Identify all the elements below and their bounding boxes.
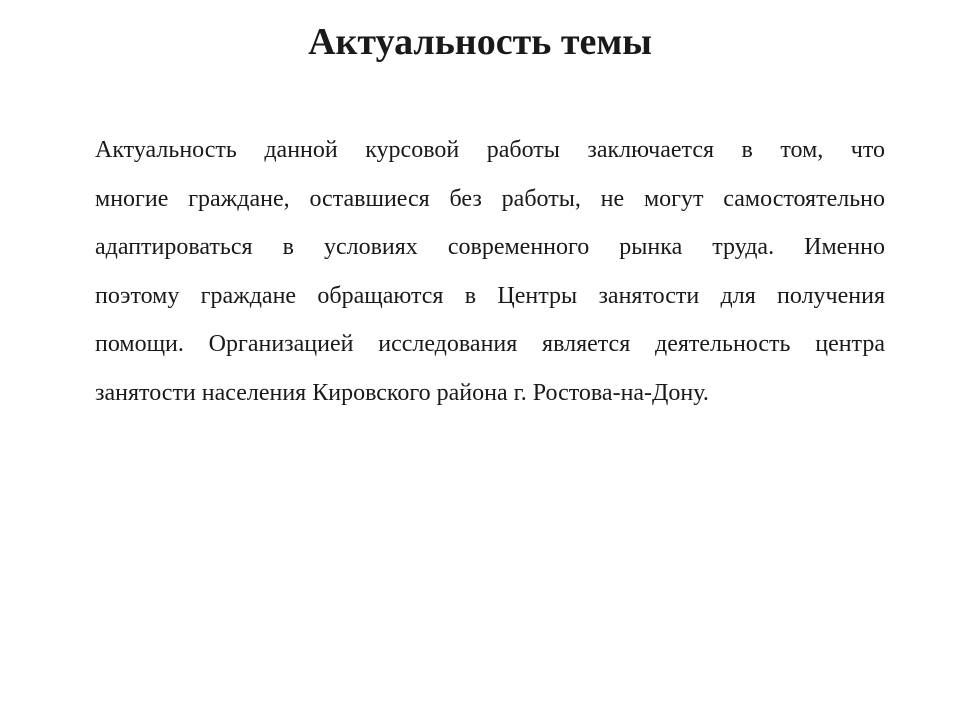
slide-title: Актуальность темы — [308, 21, 652, 63]
body-line: помощи. Организацией исследования является деятельность центра — [95, 331, 885, 357]
body-line: занятости населения Кировского района г. Ростова-на-Дону. — [95, 379, 709, 406]
body-line: многие граждане, оставшиеся без работы, не могут самостоятельно — [95, 185, 885, 212]
body-line: адаптироваться в условиях современного рынка труда. Именно — [95, 234, 885, 260]
body-line: поэтому граждане обращаются в Центры занятости для получения — [95, 282, 885, 309]
slide-body-paragraph — [95, 126, 885, 417]
body-line: Актуальность данной курсовой работы заключается в том, что — [95, 137, 885, 163]
